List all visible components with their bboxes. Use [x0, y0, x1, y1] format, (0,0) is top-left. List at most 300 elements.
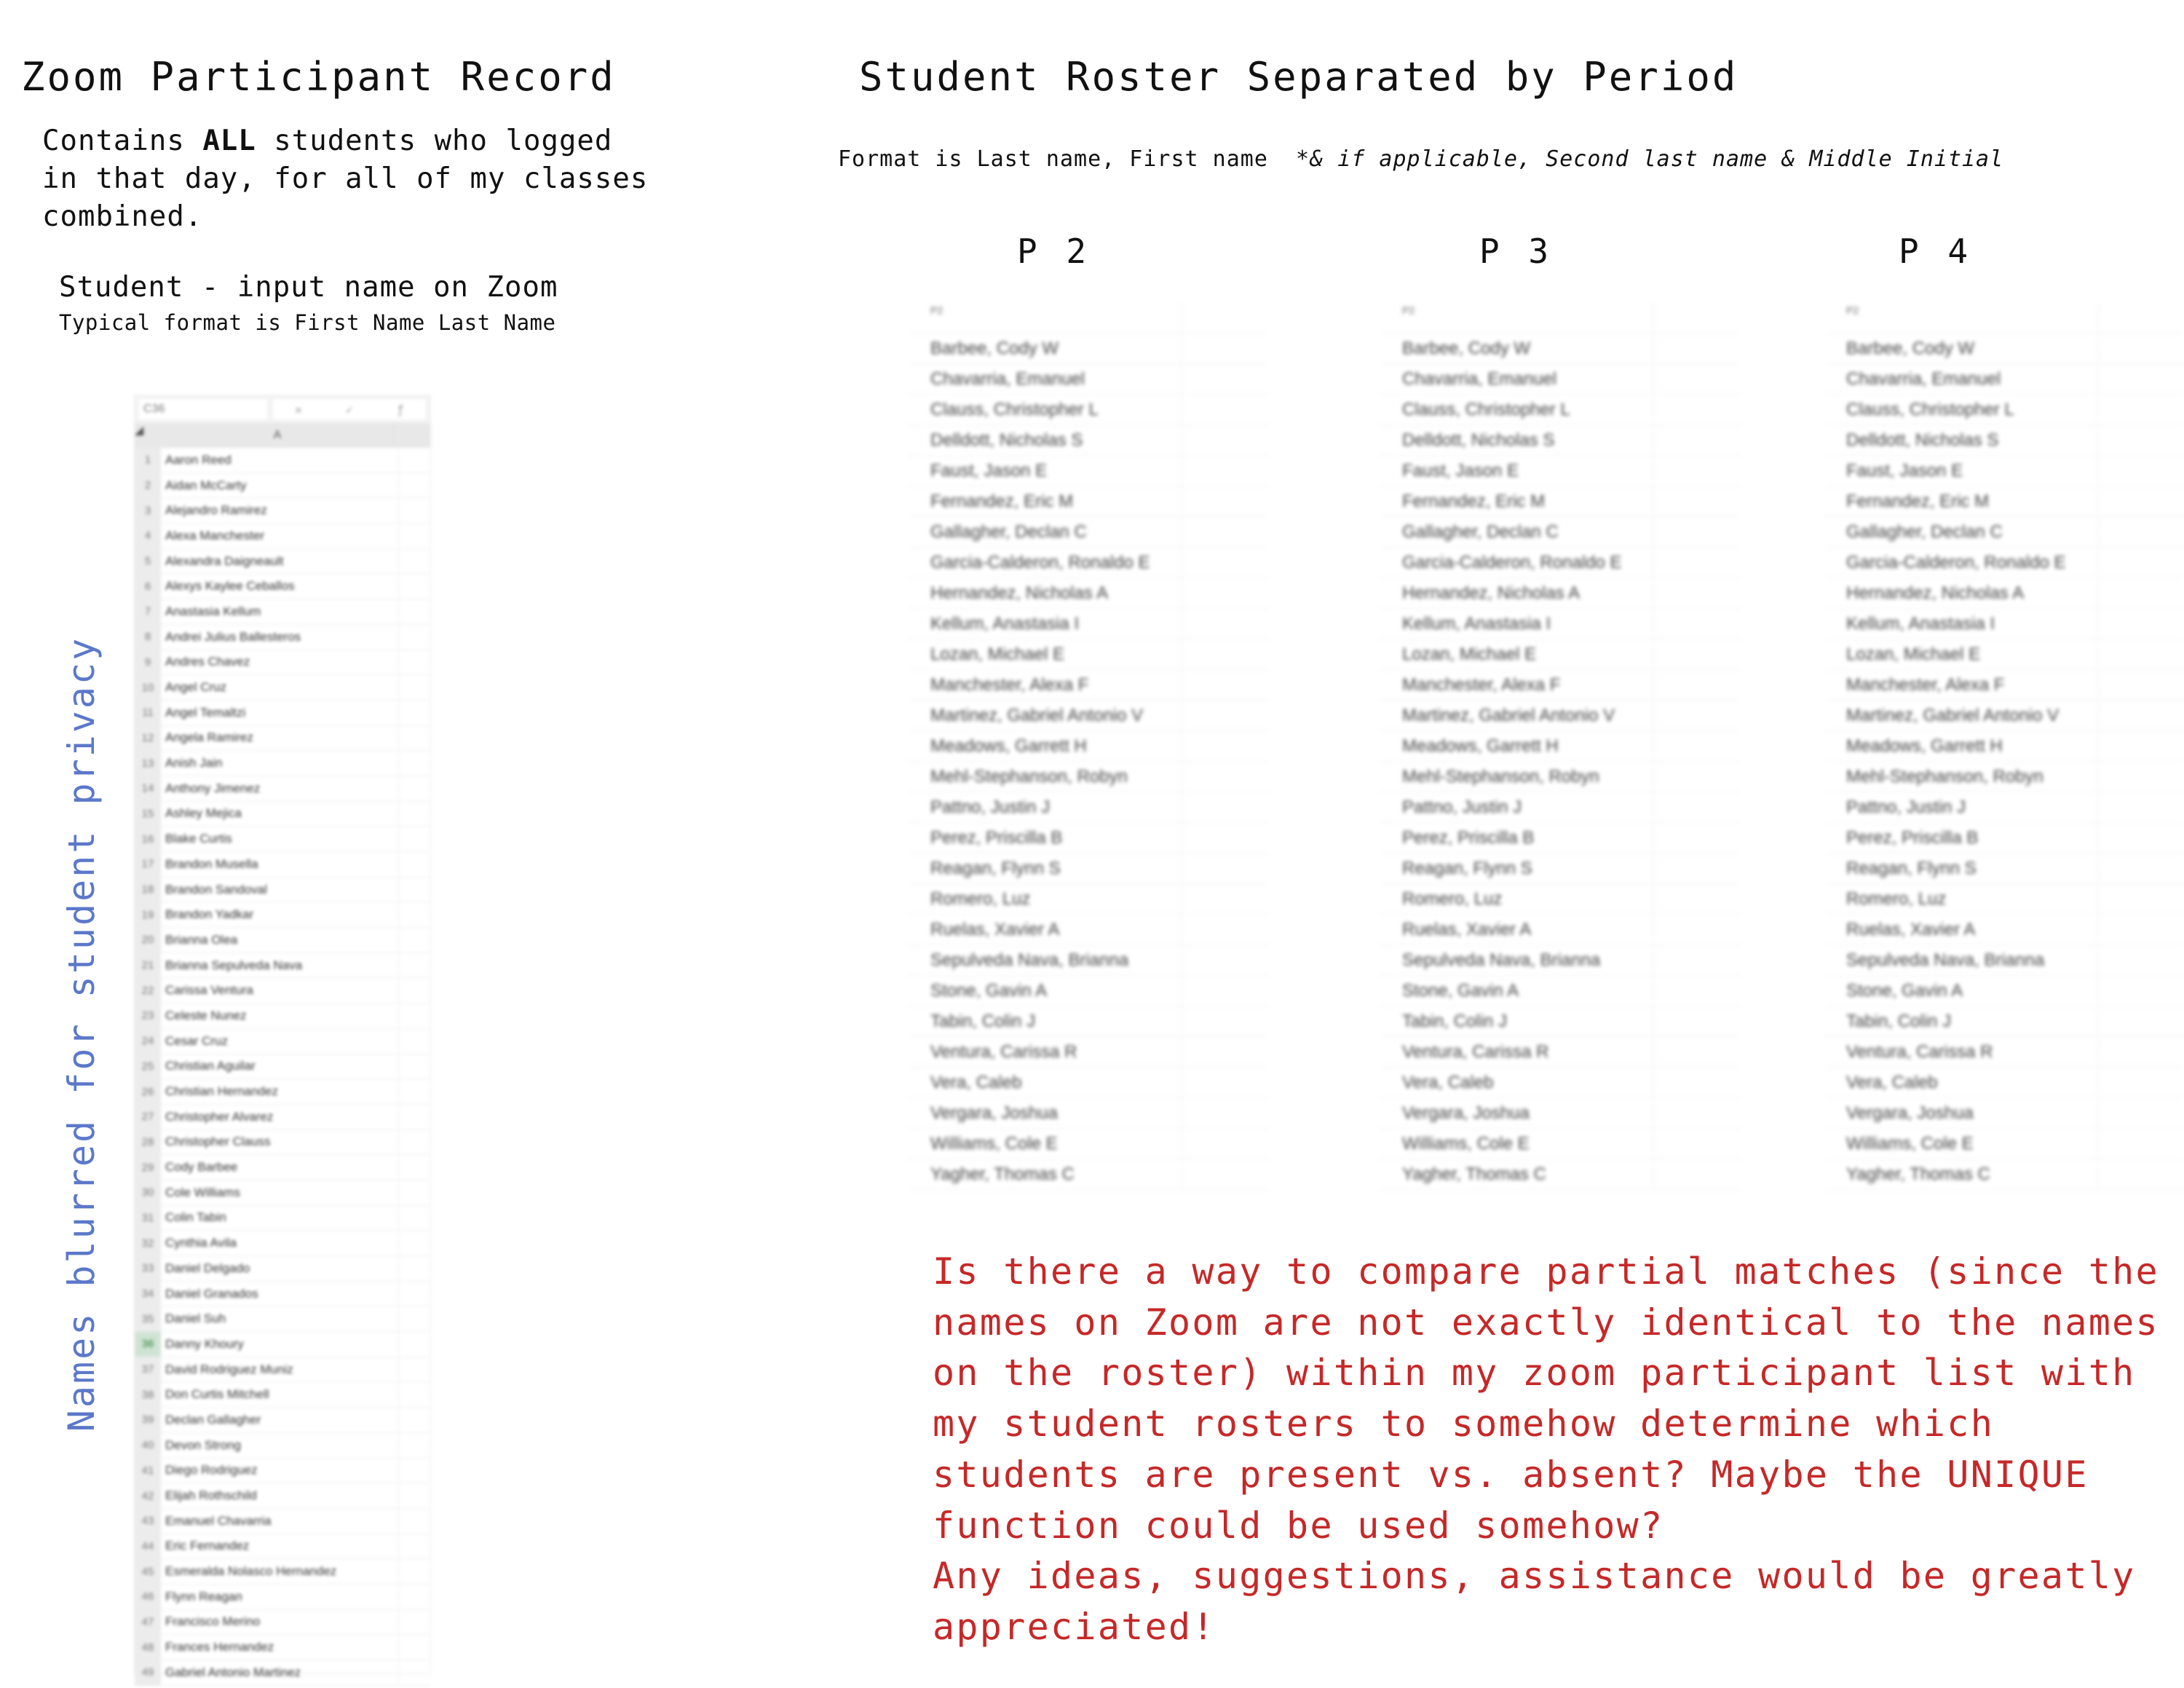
confirm-icon[interactable]: ✓	[346, 402, 353, 417]
sheet-row	[135, 625, 430, 650]
sheet-cell[interactable]: Daniel Granados	[161, 1282, 399, 1306]
column-header-a[interactable]: A	[161, 423, 395, 448]
sheet-row	[135, 1306, 430, 1332]
roster-empty-cell	[1182, 486, 1268, 516]
roster-row	[909, 1098, 1268, 1129]
sheet-cell[interactable]: Flynn Reagan	[161, 1585, 399, 1609]
zoom-format-note: Typical format is First Name Last Name	[59, 310, 556, 335]
row-number[interactable]: 26	[135, 1079, 161, 1104]
row-number[interactable]: 4	[135, 524, 161, 548]
roster-name-cell: Manchester, Alexa F	[1380, 670, 1654, 700]
function-icon[interactable]: ƒ	[397, 402, 404, 417]
sheet-cell[interactable]: Cynthia Avila	[161, 1231, 399, 1255]
sheet-cell[interactable]: Frances Hernandez	[161, 1635, 399, 1660]
roster-name-cell: Perez, Priscilla B	[1824, 823, 2098, 853]
sheet-cell[interactable]: Alexys Kaylee Ceballos	[161, 574, 399, 599]
row-number[interactable]: 10	[135, 675, 161, 700]
roster-row	[909, 395, 1268, 425]
roster-name-cell: Gallagher, Declan C	[1824, 517, 2098, 547]
roster-row	[1824, 701, 2184, 731]
roster-empty-cell	[1182, 1159, 1268, 1189]
sheet-row	[135, 1408, 430, 1433]
roster-empty-cell	[1654, 425, 1740, 455]
roster-header-row	[1824, 303, 2184, 334]
roster-row	[1380, 1068, 1740, 1098]
description-text: Contains	[42, 125, 203, 157]
roster-name-cell: Pattno, Justin J	[1380, 792, 1654, 822]
roster-name-cell: Manchester, Alexa F	[1824, 670, 2098, 700]
sheet-cell[interactable]: Francisco Merino	[161, 1610, 399, 1635]
sheet-row	[135, 776, 430, 802]
sheet-cell[interactable]: Brandon Musella	[161, 852, 399, 877]
roster-row	[909, 670, 1268, 701]
sheet-row	[135, 574, 430, 599]
sheet-cell[interactable]: Don Curtis Mitchell	[161, 1382, 399, 1407]
roster-table-p3	[1380, 303, 1740, 1184]
sheet-cell[interactable]: Eric Fernandez	[161, 1534, 399, 1559]
roster-name-cell: Garcia-Calderon, Ronaldo E	[1824, 548, 2098, 577]
row-number[interactable]: 31	[135, 1206, 161, 1231]
sheet-row	[135, 1433, 430, 1459]
sheet-row	[135, 1282, 430, 1307]
roster-row	[1380, 1006, 1740, 1037]
sheet-cell[interactable]: Devon Strong	[161, 1433, 399, 1458]
sheet-row	[135, 1559, 430, 1585]
roster-name-cell: Lozan, Michael E	[1824, 639, 2098, 669]
roster-empty-cell	[1654, 762, 1740, 792]
sheet-cell[interactable]: Declan Gallagher	[161, 1408, 399, 1432]
roster-empty-cell	[2098, 334, 2184, 363]
sheet-cell[interactable]: Christopher Alvarez	[161, 1105, 399, 1129]
sheet-row	[135, 524, 430, 549]
row-number[interactable]: 2	[135, 473, 161, 498]
roster-row	[1380, 578, 1740, 609]
row-number[interactable]: 34	[135, 1282, 161, 1306]
roster-name-cell: Kellum, Anastasia I	[1824, 609, 2098, 639]
roster-name-cell: Vergara, Joshua	[1380, 1098, 1654, 1128]
row-number[interactable]: 20	[135, 928, 161, 953]
roster-empty-cell	[1654, 486, 1740, 516]
roster-name-cell: Chavarria, Emanuel	[1824, 364, 2098, 394]
row-number[interactable]: 16	[135, 827, 161, 851]
roster-empty-cell	[1654, 609, 1740, 639]
roster-name-cell: Ruelas, Xavier A	[1824, 915, 2098, 944]
roster-row	[1380, 1098, 1740, 1129]
row-number[interactable]: 6	[135, 574, 161, 599]
sheet-cell[interactable]: Andrei Julius Ballesteros	[161, 625, 399, 650]
roster-row	[1380, 364, 1740, 395]
row-number[interactable]: 35	[135, 1306, 161, 1331]
roster-row	[1824, 762, 2184, 792]
roster-name-cell: Stone, Gavin A	[1380, 976, 1654, 1006]
roster-empty-cell	[1654, 517, 1740, 547]
sheet-cell[interactable]: Alexa Manchester	[161, 524, 399, 548]
sheet-cell[interactable]: Cody Barbee	[161, 1155, 399, 1180]
row-number[interactable]: 43	[135, 1509, 161, 1534]
sheet-cell[interactable]: Cesar Cruz	[161, 1029, 399, 1054]
sheet-cell[interactable]: Anish Jain	[161, 751, 399, 776]
sheet-cell[interactable]: Christian Hernandez	[161, 1079, 399, 1104]
roster-row	[909, 639, 1268, 670]
row-number[interactable]: 3	[135, 498, 161, 523]
roster-name-cell: Yagher, Thomas C	[1380, 1159, 1654, 1189]
sheet-cell[interactable]: Emanuel Chavarria	[161, 1509, 399, 1534]
roster-name-cell: Hernandez, Nicholas A	[1824, 578, 2098, 608]
roster-empty-cell	[1182, 303, 1268, 333]
row-number[interactable]: 44	[135, 1534, 161, 1559]
sheet-cell[interactable]: Brianna Sepulveda Nava	[161, 953, 399, 978]
sheet-row	[135, 1534, 430, 1560]
roster-name-cell: Clauss, Christopher L	[1824, 395, 2098, 425]
sheet-cell[interactable]: Angel Cruz	[161, 675, 399, 700]
roster-row	[1824, 517, 2184, 548]
sheet-cell[interactable]: Andres Chavez	[161, 650, 399, 675]
row-number[interactable]: 19	[135, 902, 161, 927]
roster-empty-cell	[1182, 1098, 1268, 1128]
roster-table-p2	[909, 303, 1268, 1184]
roster-name-cell: Perez, Priscilla B	[909, 823, 1182, 853]
row-number[interactable]: 37	[135, 1357, 161, 1382]
roster-empty-cell	[1182, 915, 1268, 944]
roster-row	[1824, 1098, 2184, 1129]
roster-format-note	[838, 146, 2003, 172]
sheet-row	[135, 1206, 430, 1231]
sheet-row	[135, 1610, 430, 1636]
row-number[interactable]: 17	[135, 852, 161, 877]
sheet-cell[interactable]: Colin Tabin	[161, 1206, 399, 1231]
closing-paragraph: Any ideas, suggestions, assistance would be greatly appreciated!	[933, 1555, 2136, 1648]
sheet-row	[135, 726, 430, 752]
roster-name-cell: Reagan, Flynn S	[1824, 853, 2098, 883]
roster-row	[909, 517, 1268, 548]
roster-empty-cell	[1654, 1068, 1740, 1097]
sheet-cell[interactable]: David Rodriguez Muniz	[161, 1357, 399, 1382]
row-number[interactable]: 48	[135, 1635, 161, 1660]
roster-name-cell: Sepulveda Nava, Brianna	[1824, 945, 2098, 975]
row-number[interactable]: 28	[135, 1130, 161, 1155]
zoom-column-heading: Student - input name on Zoom	[59, 271, 558, 304]
sheet-cell[interactable]: Christopher Clauss	[161, 1130, 399, 1155]
roster-name-cell: Pattno, Justin J	[909, 792, 1182, 822]
roster-row	[909, 762, 1268, 792]
roster-row	[1380, 486, 1740, 517]
roster-name-cell: Kellum, Anastasia I	[909, 609, 1182, 639]
roster-row	[1380, 1037, 1740, 1068]
sheet-cell[interactable]: Alejandro Ramirez	[161, 498, 399, 523]
row-number[interactable]: 1	[135, 448, 161, 473]
question-text	[933, 1247, 2177, 1653]
roster-empty-cell	[1182, 731, 1268, 761]
roster-empty-cell	[1654, 1037, 1740, 1067]
roster-empty-cell	[2098, 486, 2184, 516]
sheet-cell[interactable]: Daniel Delgado	[161, 1256, 399, 1281]
row-number[interactable]: 46	[135, 1585, 161, 1609]
roster-row	[1824, 945, 2184, 976]
name-box[interactable]: C36	[139, 399, 267, 419]
row-number[interactable]: 41	[135, 1459, 161, 1483]
sheet-cell[interactable]: Aidan McCarty	[161, 473, 399, 498]
period-label-p3: P 3	[1479, 232, 1554, 271]
roster-row	[1380, 456, 1740, 486]
roster-row	[1824, 1159, 2184, 1190]
sheet-cell[interactable]: Diego Rodriguez	[161, 1459, 399, 1483]
row-number[interactable]: 33	[135, 1256, 161, 1281]
sheet-cell[interactable]: Christian Aguilar	[161, 1054, 399, 1079]
sheet-cell[interactable]: Danny Khoury	[161, 1332, 399, 1357]
roster-name-cell: Williams, Cole E	[1824, 1129, 2098, 1159]
roster-empty-cell	[1654, 1006, 1740, 1036]
row-number[interactable]: 40	[135, 1433, 161, 1458]
select-all-corner[interactable]: ◢	[135, 425, 144, 437]
roster-name-cell: Ventura, Carissa R	[1824, 1037, 2098, 1067]
row-number[interactable]: 39	[135, 1408, 161, 1432]
roster-row	[1824, 853, 2184, 884]
sheet-row	[135, 701, 430, 726]
roster-empty-cell	[2098, 762, 2184, 792]
sheet-cell[interactable]: Angela Ramirez	[161, 726, 399, 751]
roster-empty-cell	[1182, 670, 1268, 700]
roster-row	[909, 915, 1268, 945]
roster-name-cell: Perez, Priscilla B	[1380, 823, 1654, 853]
roster-name-cell: Martinez, Gabriel Antonio V	[909, 701, 1182, 730]
roster-empty-cell	[2098, 364, 2184, 394]
roster-row	[909, 334, 1268, 364]
row-number[interactable]: 5	[135, 549, 161, 574]
roster-empty-cell	[1654, 303, 1740, 333]
sheet-row	[135, 1256, 430, 1282]
sheet-cell[interactable]: Alexandra Daigneault	[161, 549, 399, 574]
row-number[interactable]: 25	[135, 1054, 161, 1079]
roster-name-cell: Reagan, Flynn S	[1380, 853, 1654, 883]
roster-name-cell: Garcia-Calderon, Ronaldo E	[909, 548, 1182, 577]
roster-header-cell: P2	[1380, 303, 1654, 333]
roster-name-cell: Delldott, Nicholas S	[1380, 425, 1654, 455]
row-number[interactable]: 9	[135, 650, 161, 675]
roster-row	[1824, 578, 2184, 609]
row-number[interactable]: 32	[135, 1231, 161, 1255]
roster-empty-cell	[1182, 792, 1268, 822]
row-number[interactable]: 22	[135, 978, 161, 1003]
roster-name-cell: Meadows, Garrett H	[909, 731, 1182, 761]
formula-input[interactable]	[273, 399, 426, 419]
sheet-cell[interactable]: Elijah Rothschild	[161, 1483, 399, 1508]
roster-row	[1824, 731, 2184, 762]
roster-name-cell: Romero, Luz	[1824, 884, 2098, 914]
sheet-cell[interactable]: Gabriel Antonio Martinez	[161, 1660, 399, 1685]
roster-empty-cell	[2098, 731, 2184, 761]
roster-empty-cell	[2098, 456, 2184, 486]
sheet-cell[interactable]: Ashley Mejica	[161, 802, 399, 827]
row-number[interactable]: 45	[135, 1559, 161, 1584]
sheet-cell[interactable]: Daniel Suh	[161, 1306, 399, 1331]
sheet-row	[135, 1660, 430, 1686]
roster-row	[1824, 334, 2184, 364]
roster-empty-cell	[2098, 701, 2184, 730]
sheet-row	[135, 1130, 430, 1156]
roster-row	[1380, 976, 1740, 1006]
zoom-record-description	[42, 122, 654, 236]
roster-name-cell: Yagher, Thomas C	[1824, 1159, 2098, 1189]
roster-name-cell: Tabin, Colin J	[1380, 1006, 1654, 1036]
roster-row	[1380, 1129, 1740, 1159]
roster-empty-cell	[1654, 578, 1740, 608]
roster-row	[909, 792, 1268, 823]
cancel-icon[interactable]: ✕	[295, 402, 302, 417]
roster-name-cell: Delldott, Nicholas S	[909, 425, 1182, 455]
roster-empty-cell	[1182, 762, 1268, 792]
sheet-rows	[135, 448, 430, 1686]
sheet-cell[interactable]: Brandon Yadkar	[161, 902, 399, 927]
sheet-cell[interactable]: Cole Williams	[161, 1180, 399, 1205]
sheet-row	[135, 802, 430, 827]
roster-empty-cell	[1654, 456, 1740, 486]
row-number[interactable]: 47	[135, 1610, 161, 1635]
row-number[interactable]: 30	[135, 1180, 161, 1205]
roster-row	[1824, 1129, 2184, 1159]
roster-name-cell: Garcia-Calderon, Ronaldo E	[1380, 548, 1654, 577]
description-text-rest: students who logged in that day, for all of my classes combined.	[42, 125, 649, 233]
roster-row	[1824, 1068, 2184, 1098]
row-number[interactable]: 42	[135, 1483, 161, 1508]
privacy-note: Names blurred for student privacy	[60, 636, 103, 1432]
roster-row	[1380, 915, 1740, 945]
row-number[interactable]: 12	[135, 726, 161, 751]
roster-name-cell: Williams, Cole E	[909, 1129, 1182, 1159]
roster-name-cell: Lozan, Michael E	[909, 639, 1182, 669]
roster-name-cell: Tabin, Colin J	[1824, 1006, 2098, 1036]
roster-name-cell: Vera, Caleb	[909, 1068, 1182, 1097]
sheet-cell[interactable]: Brianna Olea	[161, 928, 399, 953]
roster-empty-cell	[2098, 639, 2184, 669]
roster-empty-cell	[1182, 884, 1268, 914]
roster-empty-cell	[2098, 853, 2184, 883]
roster-empty-cell	[2098, 578, 2184, 608]
roster-empty-cell	[1654, 853, 1740, 883]
roster-name-cell: Vera, Caleb	[1824, 1068, 2098, 1097]
roster-empty-cell	[1654, 1129, 1740, 1159]
row-number[interactable]: 36	[135, 1332, 161, 1357]
roster-empty-cell	[2098, 425, 2184, 455]
roster-empty-cell	[1182, 639, 1268, 669]
row-number[interactable]: 27	[135, 1105, 161, 1129]
roster-row	[1824, 639, 2184, 670]
sheet-cell[interactable]: Aaron Reed	[161, 448, 399, 473]
roster-row	[909, 976, 1268, 1006]
sheet-row	[135, 498, 430, 524]
row-number[interactable]: 14	[135, 776, 161, 801]
roster-empty-cell	[1182, 425, 1268, 455]
roster-name-cell: Sepulveda Nava, Brianna	[1380, 945, 1654, 975]
roster-empty-cell	[1182, 945, 1268, 975]
roster-empty-cell	[1182, 395, 1268, 425]
roster-row	[909, 425, 1268, 456]
roster-name-cell: Hernandez, Nicholas A	[1380, 578, 1654, 608]
row-number[interactable]: 11	[135, 701, 161, 725]
roster-empty-cell	[1182, 853, 1268, 883]
roster-empty-cell	[1182, 364, 1268, 394]
roster-row	[1380, 731, 1740, 762]
roster-row	[909, 1006, 1268, 1037]
sheet-row	[135, 1382, 430, 1408]
roster-name-cell: Martinez, Gabriel Antonio V	[1824, 701, 2098, 730]
row-number[interactable]: 38	[135, 1382, 161, 1407]
roster-row	[1824, 548, 2184, 578]
roster-row	[1824, 609, 2184, 639]
roster-row	[909, 486, 1268, 517]
roster-empty-cell	[1654, 915, 1740, 944]
roster-empty-cell	[1654, 731, 1740, 761]
roster-row	[909, 701, 1268, 731]
roster-empty-cell	[2098, 1129, 2184, 1159]
roster-empty-cell	[1654, 395, 1740, 425]
roster-row	[1380, 884, 1740, 915]
sheet-cell[interactable]: Esmeralda Nolasco Hernandez	[161, 1559, 399, 1584]
roster-name-cell: Stone, Gavin A	[909, 976, 1182, 1006]
row-number[interactable]: 18	[135, 877, 161, 902]
roster-empty-cell	[1654, 1159, 1740, 1189]
roster-row	[1380, 517, 1740, 548]
row-number[interactable]: 7	[135, 599, 161, 624]
period-label-p4: P 4	[1899, 232, 1973, 271]
roster-row	[909, 945, 1268, 976]
roster-empty-cell	[1654, 792, 1740, 822]
sheet-row	[135, 1585, 430, 1610]
row-number[interactable]: 29	[135, 1155, 161, 1180]
sheet-cell[interactable]: Blake Curtis	[161, 827, 399, 851]
roster-empty-cell	[2098, 395, 2184, 425]
roster-name-cell: Fernandez, Eric M	[1824, 486, 2098, 516]
sheet-cell[interactable]: Anthony Jimenez	[161, 776, 399, 801]
roster-row	[1824, 364, 2184, 395]
row-number[interactable]: 13	[135, 751, 161, 776]
roster-row	[1380, 792, 1740, 823]
row-number[interactable]: 8	[135, 625, 161, 650]
roster-empty-cell	[1182, 1068, 1268, 1097]
roster-row	[1824, 884, 2184, 915]
sheet-cell[interactable]: Brandon Sandoval	[161, 877, 399, 902]
roster-empty-cell	[1182, 609, 1268, 639]
sheet-row	[135, 448, 430, 473]
roster-row	[1380, 425, 1740, 456]
roster-empty-cell	[1654, 884, 1740, 914]
sheet-row	[135, 877, 430, 903]
roster-name-cell: Ruelas, Xavier A	[1380, 915, 1654, 944]
sheet-cell[interactable]: Anastasia Kellum	[161, 599, 399, 624]
roster-empty-cell	[2098, 945, 2184, 975]
roster-name-cell: Clauss, Christopher L	[909, 395, 1182, 425]
roster-name-cell: Ventura, Carissa R	[909, 1037, 1182, 1067]
roster-header-cell: P2	[909, 303, 1182, 333]
roster-row	[909, 1068, 1268, 1098]
row-number[interactable]: 15	[135, 802, 161, 827]
roster-row	[909, 548, 1268, 578]
sheet-cell[interactable]: Celeste Nunez	[161, 1003, 399, 1028]
sheet-row	[135, 1105, 430, 1130]
roster-empty-cell	[1182, 823, 1268, 853]
sheet-row	[135, 1357, 430, 1383]
row-number[interactable]: 24	[135, 1029, 161, 1054]
row-number[interactable]: 49	[135, 1660, 161, 1685]
sheet-cell[interactable]: Angel Temaltzi	[161, 701, 399, 725]
roster-header-row	[909, 303, 1268, 334]
row-number[interactable]: 21	[135, 953, 161, 978]
roster-empty-cell	[2098, 884, 2184, 914]
row-number[interactable]: 23	[135, 1003, 161, 1028]
roster-name-cell: Reagan, Flynn S	[909, 853, 1182, 883]
sheet-row	[135, 1231, 430, 1256]
roster-empty-cell	[1654, 548, 1740, 577]
sheet-cell[interactable]: Carissa Ventura	[161, 978, 399, 1003]
